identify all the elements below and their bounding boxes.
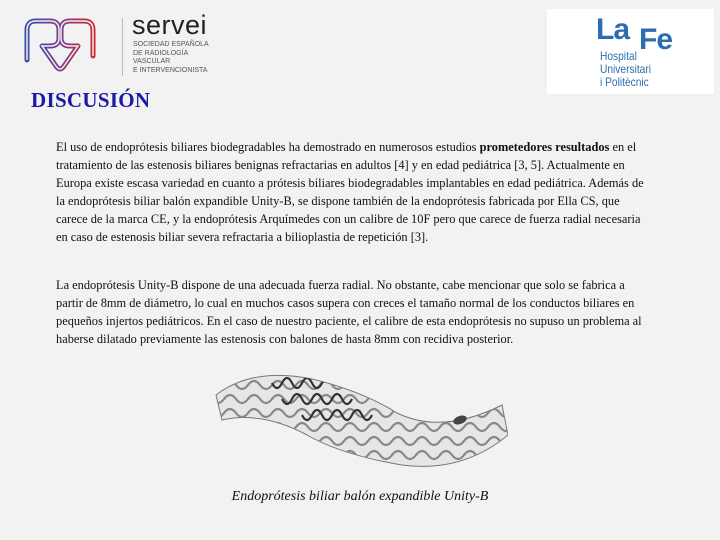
servei-rr-logo-icon	[22, 16, 98, 78]
lafe-subtitle	[600, 50, 651, 89]
servei-subtitle-line: E INTERVENCIONISTA	[133, 66, 208, 74]
servei-logo	[22, 10, 232, 80]
lafe-hospital-logo	[547, 9, 714, 94]
paragraph-2: La endoprótesis Unity-B dispone de una adecuada fuerza radial. No obstante, cabe mencionar que solo se fabrica a partir de 8mm de diámetro, lo cual en muchos casos supera con creces el tamaño normal de los conductos biliares en pequeños injertos pediátricos. En el caso de nuestro paciente, el calibre de esta endoprótesis no supuso un problema al haberse dilatado previamente las estenosis con balones de hasta 8mm con recidiva posterior.	[56, 278, 642, 346]
lafe-line: Universitari	[600, 62, 652, 76]
lafe-line: i Politècnic	[600, 75, 649, 89]
servei-subtitle-line: VASCULAR	[133, 58, 171, 66]
paragraph-1-start: El uso de endoprótesis biliares biodegradables ha demostrado en numerosos estudios	[56, 140, 480, 154]
page-title: DISCUSIÓN	[31, 88, 151, 112]
lafe-line: Hospital	[600, 49, 637, 63]
figure-caption: Endoprótesis biliar balón expandible Unity-B	[231, 489, 489, 504]
lafe-fe-text: Fe	[639, 23, 673, 56]
servei-brand-text: servei	[132, 10, 208, 40]
servei-subtitle	[133, 41, 209, 75]
paragraph-1-bold: prometedores resultados	[479, 140, 610, 154]
stent-image	[212, 365, 508, 475]
servei-subtitle-line: DE RADIOLOGÍA	[133, 49, 189, 57]
logo-divider	[122, 18, 123, 76]
paragraph-1-end: en el tratamiento de las estenosis biliares benignas refractarias en adultos [4] y en edad pediátrica [3, 5]. Actualmente en Europa existe escasa variedad en cuanto a prótesis biliares biodegradables implantables en edad pediátrica. Además de la endoprótesis biliar balón expandible Unity-B, se dispone también de la endoprótesis fabricada por Ella CS, que carece de la marca CE, y la endoprótesis Arquímedes con un calibre de 10F pero que carece de fuerza radial necesaria en caso de estenosis biliar severa refractaria a bilioplastia de repetición [3].	[56, 140, 644, 244]
servei-subtitle-line: SOCIEDAD ESPAÑOLA	[133, 41, 209, 48]
lafe-la-text: La	[596, 13, 630, 46]
paragraph-1	[56, 138, 648, 246]
